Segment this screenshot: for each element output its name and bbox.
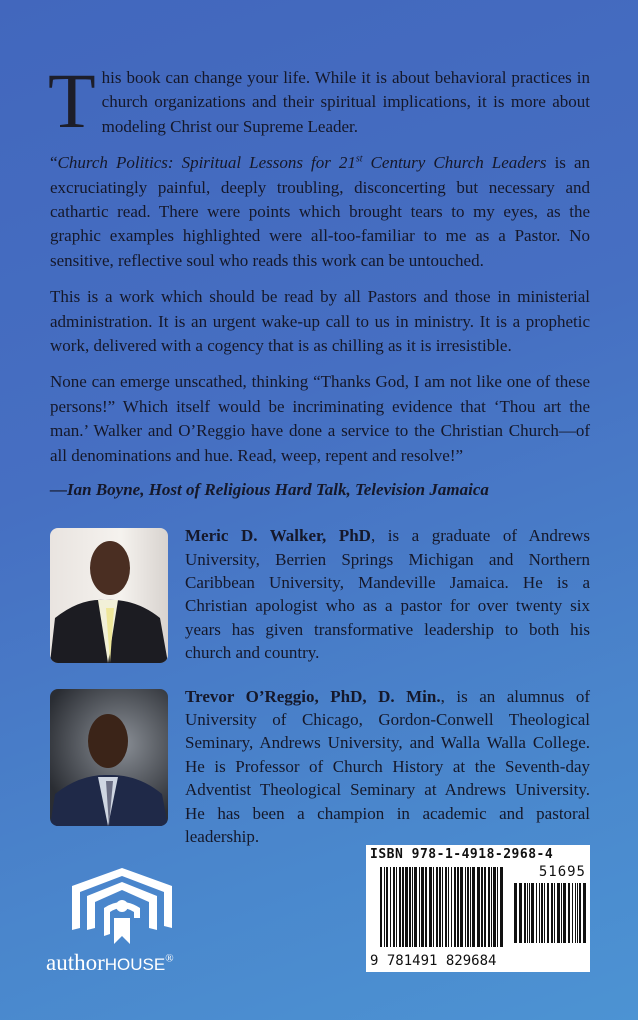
barcode-bar [551,883,553,943]
barcode-bar [425,867,427,947]
barcode-bar [467,867,469,947]
barcode-bar [439,867,441,947]
house-logo-icon [72,868,172,944]
author-photo-walker [50,528,168,663]
barcode-bar [547,883,549,943]
barcode-bar [583,883,586,943]
review-attribution: —Ian Boyne, Host of Religious Hard Talk, Television Jamaica [50,480,489,500]
barcode-bar [465,867,466,947]
barcode-bar [491,867,492,947]
barcode-bar [572,883,573,943]
barcode-bar [419,867,420,947]
barcode-bar [497,867,498,947]
barcode-bar [409,867,411,947]
barcode-bar [442,867,443,947]
barcode-bar [414,867,417,947]
barcode-bar [436,867,438,947]
barcode-bar [477,867,480,947]
barcode-bar [384,867,385,947]
barcode-bar [544,883,545,943]
barcode-bar [529,883,530,943]
barcode-bar [402,867,404,947]
barcode-bar [481,867,483,947]
barcode-bar [412,867,413,947]
publisher-name: authorHOUSE® [46,950,174,975]
author-photo-oreggio [50,689,168,826]
barcode-bar [568,883,570,943]
barcode-bar [445,867,447,947]
barcode-bar [399,867,401,947]
barcode-bar [484,867,486,947]
barcode-bar [579,883,581,943]
barcode-bar [380,867,382,947]
barcode-bar [514,883,517,943]
barcode-bar [396,867,397,947]
barcode-bar [451,867,452,947]
isbn-barcode: ISBN 978-1-4918-2968-4 51695 9 781491 829684 [366,845,590,972]
barcode-bar [500,867,503,947]
barcode-bar [386,867,388,947]
barcode-bar [433,867,434,947]
barcode-bar [460,867,463,947]
barcode-bar [536,883,537,943]
barcode-bar [524,883,526,943]
review-paragraph-2: This is a work which should be read by all Pastors and those in ministerial administration. It is an urgent wake-up call to us in ministry. It is a prophetic work, delivered with a cogency that is as chilling as it is irresistible. [50,287,590,356]
barcode-bar [472,867,475,947]
book-title: Church Politics: Spiritual Lessons for 21st Century Church Leaders [57,153,547,173]
barcode-bar [539,883,540,943]
author-bio-oreggio: Trevor O’Reggio, PhD, D. Min., is an alumnus of University of Chicago, Gordon-Conwell Theological Seminary, Andrews University, and Walla Walla College. He is Professor of Church History at the Seventh-day Adventist Theological Seminary at Andrews University. He has been a champion in academic and pastoral leadership. [185,686,590,846]
barcode-bar [541,883,543,943]
barcode-bar [393,867,395,947]
back-cover-text [48,57,590,868]
barcode-bars [380,867,586,949]
barcode-bar [448,867,449,947]
barcode-bar [470,867,471,947]
barcode-bar [563,883,566,943]
barcode-bar [527,883,528,943]
barcode-bar [457,867,459,947]
barcode-bar [575,883,576,943]
review-paragraph-1: “Church Politics: Spiritual Lessons for 21st Century Church Leaders is an excruciatingly painful, deeply troubling, disconcerting but necessary and cathartic read. There were points which brought tears to my eyes, as the graphic examples highlighted were all-too-familiar to me as a Pastor. No sensitive, reflective soul who reads this work can be untouched. [50,153,590,270]
barcode-bar [421,867,424,947]
barcode-bar [405,867,408,947]
barcode-bar [429,867,432,947]
barcode-bar [577,883,578,943]
drop-cap: T [48,57,96,144]
barcode-bar [531,883,534,943]
review-paragraph-3: None can emerge unscathed, thinking “Thanks God, I am not like one of these persons!” Which itself would be incriminating evidence that ‘Thou art the man.’ Walker and O’Reggio have done a service to the Christian Church—of all denominations and hue. Read, weep, repent and resolve!” [50,372,590,465]
barcode-bar [493,867,496,947]
barcode-bar [390,867,391,947]
barcode-bar [557,883,560,943]
barcode-bar [488,867,490,947]
barcode-bar [454,867,456,947]
barcode-bar [519,883,522,943]
barcode-bar [554,883,555,943]
barcode-bar [561,883,562,943]
author-walker [50,524,590,664]
author-oreggio [50,685,590,849]
author-bio-walker: Meric D. Walker, PhD, is a graduate of Andrews University, Berrien Springs Michigan and Northern Caribbean University, Mandeville Jamaica. He is a Christian apologist who as a pastor for over twenty six years has given transformative leadership to both his church and country. [185,526,590,663]
intro-paragraph: This book can change your life. While it is about behavioral practices in church organizations and their spiritual implications, it is more about modeling Christ our Supreme Leader. [48,57,590,144]
